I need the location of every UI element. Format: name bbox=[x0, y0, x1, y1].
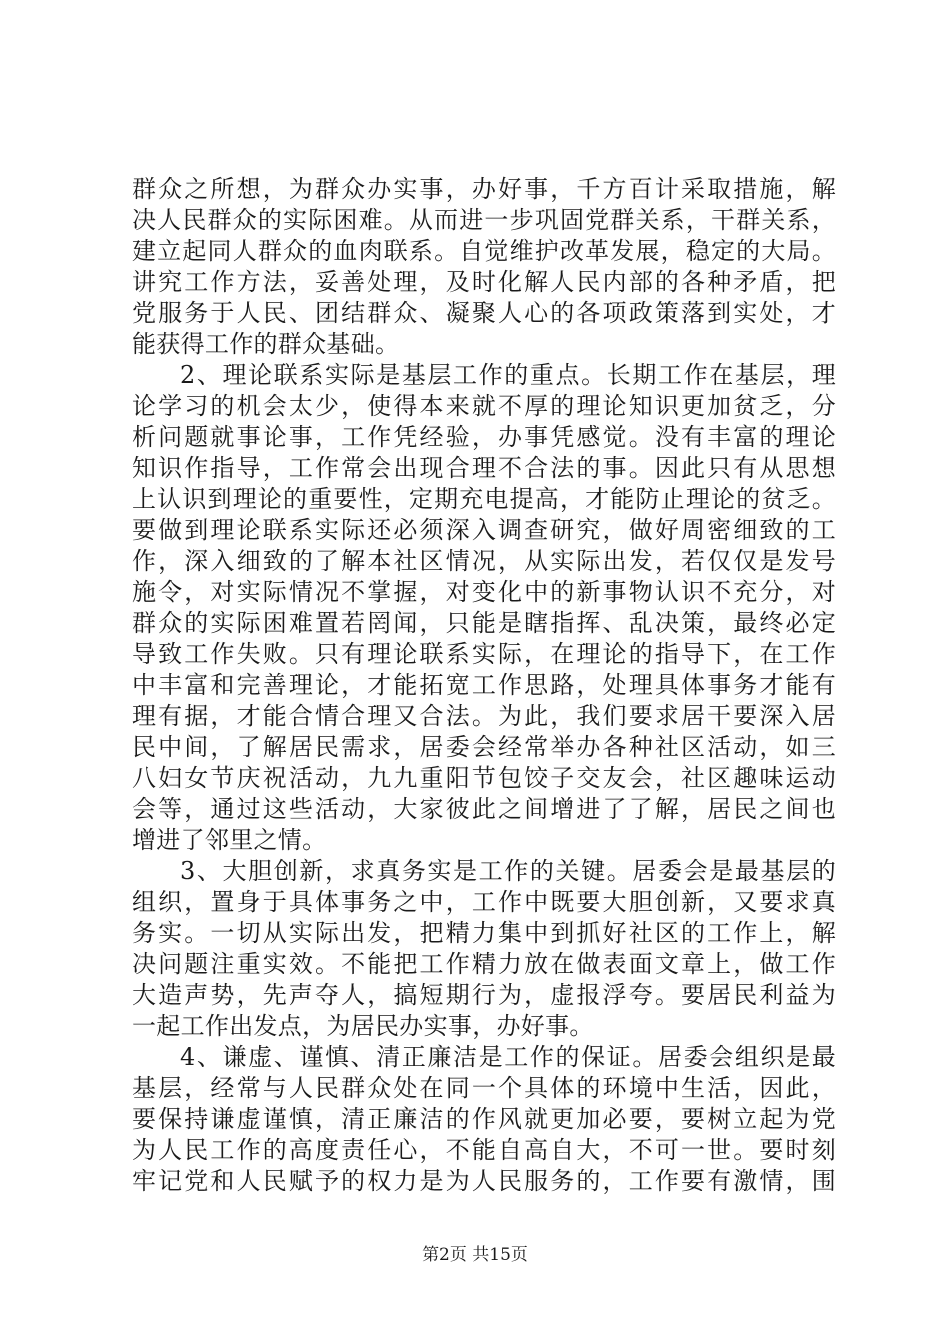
paragraph-start-line: 3、大胆创新，求真务实是工作的关键。居委会是最基层的 bbox=[180, 857, 836, 885]
text-line: 讲究工作方法，妥善处理，及时化解人民内部的各种矛盾，把 bbox=[132, 268, 836, 296]
text-line: 会等，通过这些活动，大家彼此之间增进了了解，居民之间也 bbox=[132, 795, 836, 823]
text-line: 析问题就事论事，工作凭经验，办事凭感觉。没有丰富的理论 bbox=[132, 423, 836, 451]
text-line: 理有据，才能合情合理又合法。为此，我们要求居干要深入居 bbox=[132, 702, 836, 730]
text-line: 增进了邻里之情。 bbox=[132, 826, 327, 854]
text-line: 知识作指导，工作常会出现合理不合法的事。因此只有从思想 bbox=[132, 454, 836, 482]
text-line: 决人民群众的实际困难。从而进一步巩固党群关系，干群关系， bbox=[132, 206, 836, 234]
text-line: 民中间，了解居民需求，居委会经常举办各种社区活动，如三 bbox=[132, 733, 836, 761]
page-number-footer: 第2页 共15页 bbox=[422, 1245, 528, 1265]
text-line: 导致工作失败。只有理论联系实际，在理论的指导下，在工作 bbox=[132, 640, 836, 668]
text-line: 建立起同人群众的血肉联系。自觉维护改革发展，稳定的大局。 bbox=[132, 237, 836, 265]
text-line: 上认识到理论的重要性，定期充电提高，才能防止理论的贫乏。 bbox=[132, 485, 836, 513]
text-line: 能获得工作的群众基础。 bbox=[132, 330, 400, 358]
text-line: 牢记党和人民赋予的权力是为人民服务的，工作要有激情，围 bbox=[132, 1167, 836, 1195]
text-line: 要保持谦虚谨慎，清正廉洁的作风就更加必要，要树立起为党 bbox=[132, 1105, 836, 1133]
text-line: 论学习的机会太少，使得本来就不厚的理论知识更加贫乏，分 bbox=[132, 392, 836, 420]
text-line: 八妇女节庆祝活动，九九重阳节包饺子交友会，社区趣味运动 bbox=[132, 764, 836, 792]
paragraph-start-line: 2、理论联系实际是基层工作的重点。长期工作在基层，理 bbox=[180, 361, 836, 389]
text-line: 决问题注重实效。不能把工作精力放在做表面文章上，做工作 bbox=[132, 950, 836, 978]
paragraph-start-line: 4、谦虚、谨慎、清正廉洁是工作的保证。居委会组织是最 bbox=[180, 1043, 836, 1071]
text-line: 基层，经常与人民群众处在同一个具体的环境中生活，因此， bbox=[132, 1074, 836, 1102]
text-line: 党服务于人民、团结群众、凝聚人心的各项政策落到实处，才 bbox=[132, 299, 836, 327]
text-line: 一起工作出发点，为居民办实事，办好事。 bbox=[132, 1012, 594, 1040]
text-line: 群众的实际困难置若罔闻，只能是瞎指挥、乱决策，最终必定 bbox=[132, 609, 836, 637]
text-line: 作，深入细致的了解本社区情况，从实际出发，若仅仅是发号 bbox=[132, 547, 836, 575]
text-line: 要做到理论联系实际还必须深入调查研究，做好周密细致的工 bbox=[132, 516, 836, 544]
text-line: 组织，置身于具体事务之中，工作中既要大胆创新，又要求真 bbox=[132, 888, 836, 916]
text-line: 大造声势，先声夺人，搞短期行为，虚报浮夸。要居民利益为 bbox=[132, 981, 836, 1009]
text-line: 为人民工作的高度责任心，不能自高自大，不可一世。要时刻 bbox=[132, 1136, 836, 1164]
text-line: 务实。一切从实际出发，把精力集中到抓好社区的工作上，解 bbox=[132, 919, 836, 947]
text-line: 群众之所想，为群众办实事，办好事，千方百计采取措施，解 bbox=[132, 175, 836, 203]
text-line: 施令，对实际情况不掌握，对变化中的新事物认识不充分，对 bbox=[132, 578, 836, 606]
text-line: 中丰富和完善理论，才能拓宽工作思路，处理具体事务才能有 bbox=[132, 671, 836, 699]
document-body bbox=[132, 174, 836, 1197]
